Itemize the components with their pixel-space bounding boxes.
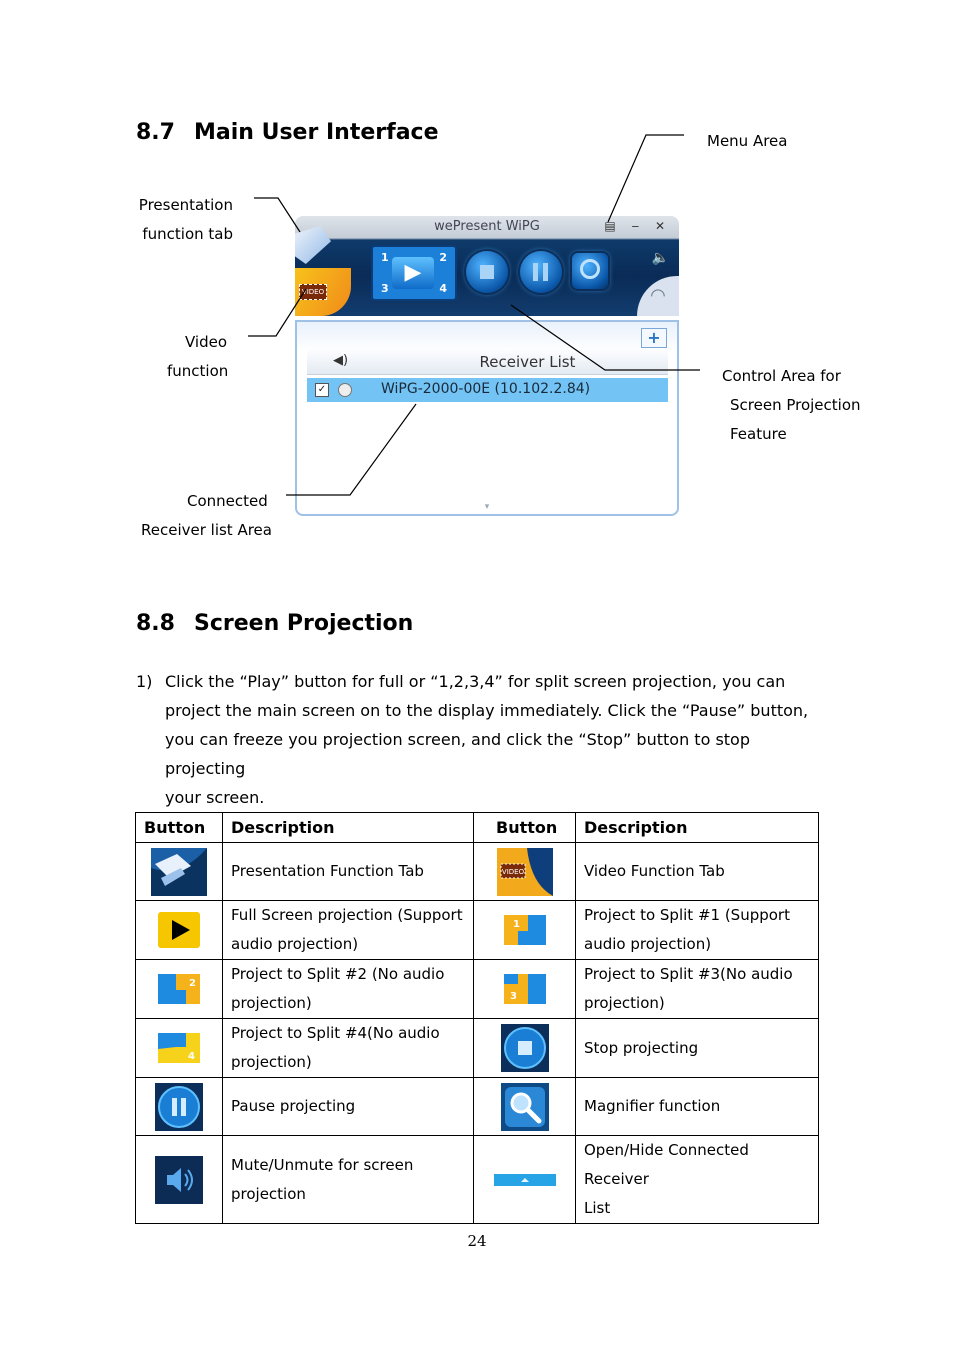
icon-cell	[474, 901, 576, 960]
description-line: audio projection)	[584, 935, 712, 953]
video-tab[interactable]	[295, 268, 351, 316]
description-line: projection)	[231, 1053, 312, 1071]
instruction-paragraph	[136, 667, 826, 812]
resize-grip[interactable]: ▾	[484, 502, 490, 512]
expand-list-icon	[494, 1174, 556, 1186]
play-icon	[158, 912, 200, 948]
description-line: List	[584, 1199, 611, 1217]
description-cell	[223, 901, 474, 960]
speaker-icon	[155, 1156, 203, 1204]
description-line: audio projection)	[231, 935, 359, 953]
table-header-row	[136, 813, 819, 843]
section-87-heading	[136, 120, 439, 145]
callout-line: function	[167, 362, 229, 380]
split-2-icon	[158, 974, 200, 1004]
receiver-name: WiPG-2000-00E (10.102.2.84)	[381, 381, 591, 397]
section-87-number: 8.7	[136, 120, 175, 145]
pause-button[interactable]	[520, 251, 562, 293]
callout-receiver-list-area	[141, 487, 272, 545]
icon-cell	[136, 1019, 223, 1078]
button-reference-table	[135, 812, 819, 1224]
callout-line: Screen Projection	[730, 396, 861, 414]
paragraph-line: you can freeze you projection screen, and click the “Stop” button to stop projecting	[165, 730, 750, 778]
callout-line: Video	[185, 333, 228, 351]
description-line: Video Function Tab	[584, 862, 725, 880]
icon-cell	[474, 843, 576, 901]
magnifier-icon	[501, 1083, 549, 1131]
icon-cell	[136, 1136, 223, 1224]
icon-cell	[136, 901, 223, 960]
app-title: wePresent WiPG	[434, 219, 540, 234]
description-line: projection)	[231, 994, 312, 1012]
video-tab-icon	[497, 848, 553, 896]
description-cell	[223, 1078, 474, 1136]
icon-cell	[474, 960, 576, 1019]
table-row	[136, 1136, 819, 1224]
svg-text:3: 3	[509, 991, 517, 1002]
description-line: Pause projecting	[231, 1097, 356, 1115]
description-cell	[223, 843, 474, 901]
stop-icon	[480, 265, 494, 279]
table-row	[136, 1019, 819, 1078]
wifi-icon: ◠	[637, 276, 679, 316]
table-row	[136, 843, 819, 901]
page-number: 24	[467, 1232, 487, 1250]
description-line: Presentation Function Tab	[231, 862, 424, 880]
description-line: Full Screen projection (Support	[231, 906, 463, 924]
description-line: projection)	[584, 994, 665, 1012]
svg-text:1: 1	[512, 919, 520, 930]
icon-cell	[136, 843, 223, 901]
callout-video-function	[167, 328, 228, 386]
callout-line: function tab	[142, 225, 233, 243]
description-line: Magnifier function	[584, 1097, 721, 1115]
icon-cell	[474, 1019, 576, 1078]
description-cell	[223, 1136, 474, 1224]
split-4-icon	[158, 1033, 200, 1063]
description-cell	[223, 960, 474, 1019]
callout-presentation-tab	[120, 191, 233, 249]
description-cell	[576, 1136, 819, 1224]
split-1-button[interactable]: 1	[381, 251, 389, 264]
description-line: Project to Split #3(No audio	[584, 965, 793, 983]
description-line: Stop projecting	[584, 1038, 699, 1057]
paragraph-number: 1)	[136, 672, 153, 691]
app-window	[295, 216, 679, 514]
receiver-list-header	[307, 350, 668, 375]
presentation-tab-icon	[151, 848, 207, 896]
callout-menu-area: Menu Area	[707, 132, 788, 150]
speaker-icon[interactable]: 🔈	[651, 250, 669, 266]
leader-menu-area	[608, 135, 684, 222]
description-cell	[576, 960, 819, 1019]
icon-cell	[474, 1078, 576, 1136]
section-88-number: 8.8	[136, 611, 175, 636]
video-icon-label: VIDEO	[501, 867, 524, 876]
table-row	[136, 901, 819, 960]
paragraph-line: your screen.	[165, 788, 265, 807]
title-bar	[295, 216, 679, 316]
header-description: Description	[223, 813, 474, 843]
description-cell	[576, 843, 819, 901]
table-row	[136, 960, 819, 1019]
svg-text:2: 2	[189, 978, 196, 989]
split-3-button[interactable]: 3	[381, 282, 389, 295]
receiver-row[interactable]	[307, 378, 668, 402]
section-88-heading	[136, 611, 413, 636]
window-menu-buttons[interactable]: ▤ ‒ ✕	[604, 219, 671, 233]
description-line: Project to Split #2 (No audio	[231, 965, 445, 983]
receiver-checkbox[interactable]: ✓	[315, 383, 329, 397]
pause-icon	[155, 1083, 203, 1131]
magnifier-button[interactable]	[572, 253, 608, 289]
icon-cell	[136, 1078, 223, 1136]
split-3-icon	[504, 974, 546, 1004]
table-row	[136, 1078, 819, 1136]
paragraph-line: project the main screen on to the display immediately. Click the “Pause” button,	[165, 701, 809, 720]
header-description: Description	[576, 813, 819, 843]
description-line: Mute/Unmute for screen	[231, 1155, 414, 1174]
description-line: projection	[231, 1184, 306, 1203]
paragraph-text	[165, 667, 826, 812]
callout-line: Receiver list Area	[141, 521, 272, 539]
callout-line: Control Area for	[722, 367, 841, 385]
header-button: Button	[136, 813, 223, 843]
paragraph-line: Click the “Play” button for full or “1,2,3,4” for split screen projection, you can	[165, 672, 786, 691]
callout-line: Feature	[730, 425, 787, 443]
description-cell	[576, 1078, 819, 1136]
description-line: Open/Hide Connected Receiver	[584, 1141, 749, 1188]
receiver-list-pane	[295, 320, 679, 516]
callout-line: Connected	[187, 492, 268, 510]
section-88-title: Screen Projection	[194, 611, 414, 636]
split-4-button[interactable]: 4	[439, 282, 447, 295]
description-cell	[223, 1019, 474, 1078]
pause-bar-left	[533, 263, 538, 281]
stop-button[interactable]	[466, 251, 508, 293]
split-1-icon	[504, 915, 546, 945]
description-line: Project to Split #4(No audio	[231, 1024, 440, 1042]
pause-bar-right	[543, 263, 548, 281]
leader-presentation-tab	[254, 198, 300, 232]
description-cell	[576, 1019, 819, 1078]
add-receiver-button[interactable]: +	[641, 328, 667, 348]
volume-icon: ◀)	[333, 353, 349, 368]
split-2-button[interactable]: 2	[439, 251, 447, 264]
magnifier-icon	[580, 259, 600, 279]
svg-text:4: 4	[188, 1051, 195, 1062]
receiver-radio[interactable]	[338, 383, 352, 397]
section-87-title: Main User Interface	[194, 120, 439, 145]
callout-line: Presentation	[138, 196, 233, 214]
header-button: Button	[474, 813, 576, 843]
play-button[interactable]: ▶	[392, 257, 434, 289]
callout-control-area	[722, 362, 861, 449]
description-line: Project to Split #1 (Support	[584, 906, 790, 924]
description-cell	[576, 901, 819, 960]
receiver-list-title: Receiver List	[479, 353, 576, 371]
icon-cell	[474, 1136, 576, 1224]
icon-cell	[136, 960, 223, 1019]
stop-icon	[501, 1024, 549, 1072]
video-film-icon: VIDEO	[299, 284, 327, 300]
